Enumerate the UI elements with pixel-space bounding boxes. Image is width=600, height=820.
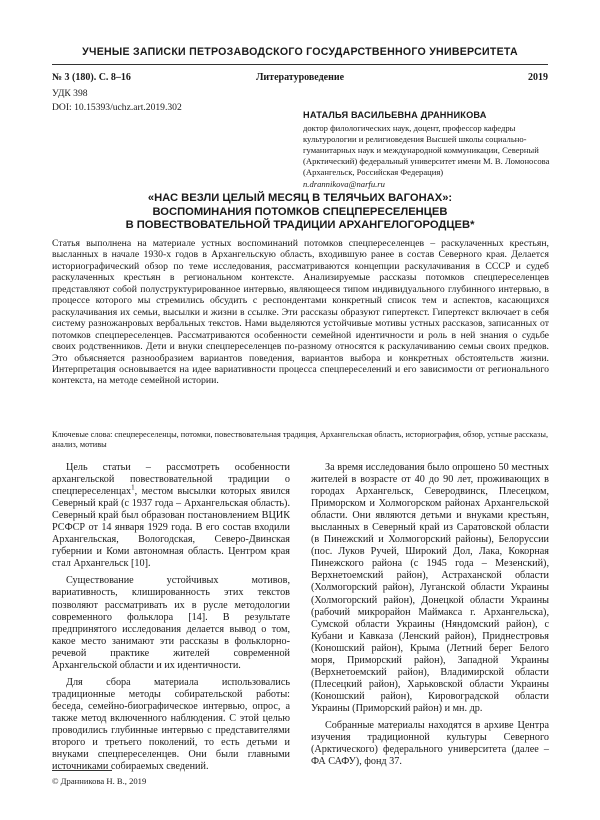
- body-paragraph: Собранные материалы находятся в архиве Центра изучения традиционной культуры Северного (Арктического) федерального университета (далее – ФА САФУ), фонд 37.: [311, 719, 549, 768]
- paragraph-text: , местом высылки которых явился Северный край (с 1937 года – Архангельская область). Северный край был образован постановлением ВЦИК РСФСР от 14 января 1929 года. В его состав входили Архангельская, Вологодская, Северо-Двинская губернии и Коми автономная область. Центром края стал Архангельск [10].: [52, 486, 290, 570]
- keywords: Ключевые слова: спецпереселенцы, потомки, повествовательная традиция, Архангельская область, историография, обзор, устные рассказы, анализ, мотивы: [52, 430, 549, 450]
- title-line: В ПОВЕСТВОВАТЕЛЬНОЙ ТРАДИЦИИ АРХАНГЕЛОГОРОДЦЕВ*: [125, 219, 475, 231]
- footer-divider: [52, 770, 112, 771]
- author-name: НАТАЛЬЯ ВАСИЛЬЕВНА ДРАННИКОВА: [303, 110, 487, 120]
- body-paragraph: Для сбора материала использовались традиционные методы собирательской работы: беседа, семейно-биографическое интервью, опрос, а также метод включенного наблюдения. С этой целью проводились глубинные интервью с представителями второго и третьего поколений, то есть детьми и внуками спецпереселенцев. Они были главными источниками собираемых сведений.: [52, 676, 290, 773]
- article-title: [60, 192, 540, 233]
- body-paragraph: За время исследования было опрошено 50 местных жителей в возрасте от 40 до 90 лет, проживающих в городах Архангельск, Северодвинск, Плесецком, Приморском и Холмогорском районах Архангельской области. Они являются детьми и внуками крестьян, высланных в Северный край из Саратовской области (в Пинежский и Холмогорский районы), Белоруссии (пос. Луков Ручей, Широкий Дол, Лака, Кокорная Пинежского района (с 1945 года – Мезенский), Верхнетоемский район), Астраханской области (Холмогорский район), Луганской области Украины (Холмогорский район), Донецкой области Украины (рабочий микрорайон Маймакса г. Архангельска), Сумской области Украины (Няндомский район), с Кубани и Кавказа (Ленский район), Приднестровья (Коношский район), Крыма (Летний берег Белого моря, Приморский район), Западной Украины (Верхнетоемский район), Владимирской области (Плесецкий район), Харьковской области Украины (Коношский район), Кировоградской области Украины (Приморский район) и мн. др.: [311, 462, 549, 714]
- body-paragraph: Существование устойчивых мотивов, вариативность, клишированность этих текстов позволяют рассматривать их в русле методологии современного фольклора [14]. В результате предпринятого исследования делается вывод о том, какое место занимают эти рассказы в фольклорно-речевой практике жителей современной Архангельской области и их идентичности.: [52, 575, 290, 671]
- copyright-notice: © Дранникова Н. В., 2019: [52, 776, 147, 786]
- udk-code: УДК 398: [52, 88, 88, 99]
- footnote-marker[interactable]: 1: [131, 483, 135, 492]
- header-divider: [52, 64, 548, 65]
- body-paragraph: [52, 462, 290, 570]
- journal-header: УЧЕНЫЕ ЗАПИСКИ ПЕТРОЗАВОДСКОГО ГОСУДАРСТВЕННОГО УНИВЕРСИТЕТА: [82, 46, 518, 58]
- issue-year: 2019: [528, 72, 548, 83]
- title-line: «НАС ВЕЗЛИ ЦЕЛЫЙ МЕСЯЦ В ТЕЛЯЧЬИХ ВАГОНАХ»:: [147, 192, 453, 204]
- abstract: Статья выполнена на материале устных воспоминаний потомков спецпереселенцев – раскулаченных крестьян, высланных в начале 1930-х годов в Архангельскую область, входившую ранее в состав Северного края. Делается историографический обзор по теме исследования, рассматриваются концепции раскулачивания в СССР и судеб раскулаченных крестьян в региональном контексте. Анализируемые рассказы потомков спецпереселенцев представляют собой полуструктурированное интервью, являющееся типом индивидуального глубинного интервью, в процессе которого мы стремились обсудить с респондентами конкретный список тем и аспектов, касающихся раскулачивания их семьи, высылки и жизни в ссылке. Эти рассказы образуют гипертекст. Гипертекст включает в себя систему разножанровых вербальных текстов. Нами выделяются устойчивые мотивы устных рассказов, записанных от потомков спецпереселенцев. Рассматриваются особенности семейной идентичности и роль в ней знания о судьбе своих родственников. Дети и внуки спецпереселенцев по-разному относятся к раскулачиванию семьи своих предков. Это объясняется разнообразием вариантов поведения, вариантов выбора и конкретных обстоятельств жизни. Интерпретация основывается на идее вариативности процесса спецпереселений и его зависимости от регионального контекста, на методе семейной истории.: [52, 238, 549, 387]
- author-affiliation: доктор филологических наук, доцент, профессор кафедры культурологии и религиоведения Высшей школы социально-гуманитарных наук и международной коммуникации, Северный (Арктический) федеральный университет имени М. В. Ломоносова (Архангельск, Российская Федерация): [303, 123, 550, 178]
- author-block: [303, 110, 551, 190]
- section-name: Литературоведение: [255, 72, 345, 83]
- issue-number: № 3 (180). С. 8–16: [52, 72, 131, 83]
- paragraph-text: Цель статьи – рассмотреть особенности архангельской повествовательной традиции о спецпереселенцах: [52, 462, 290, 498]
- body-column-right: [311, 462, 549, 773]
- title-line: ВОСПОМИНАНИЯ ПОТОМКОВ СПЕЦПЕРЕСЕЛЕНЦЕВ: [152, 205, 448, 218]
- doi-link[interactable]: DOI: 10.15393/uchz.art.2019.302: [52, 102, 182, 113]
- body-column-left: [52, 462, 290, 778]
- author-email[interactable]: n.drannikova@narfu.ru: [303, 178, 385, 189]
